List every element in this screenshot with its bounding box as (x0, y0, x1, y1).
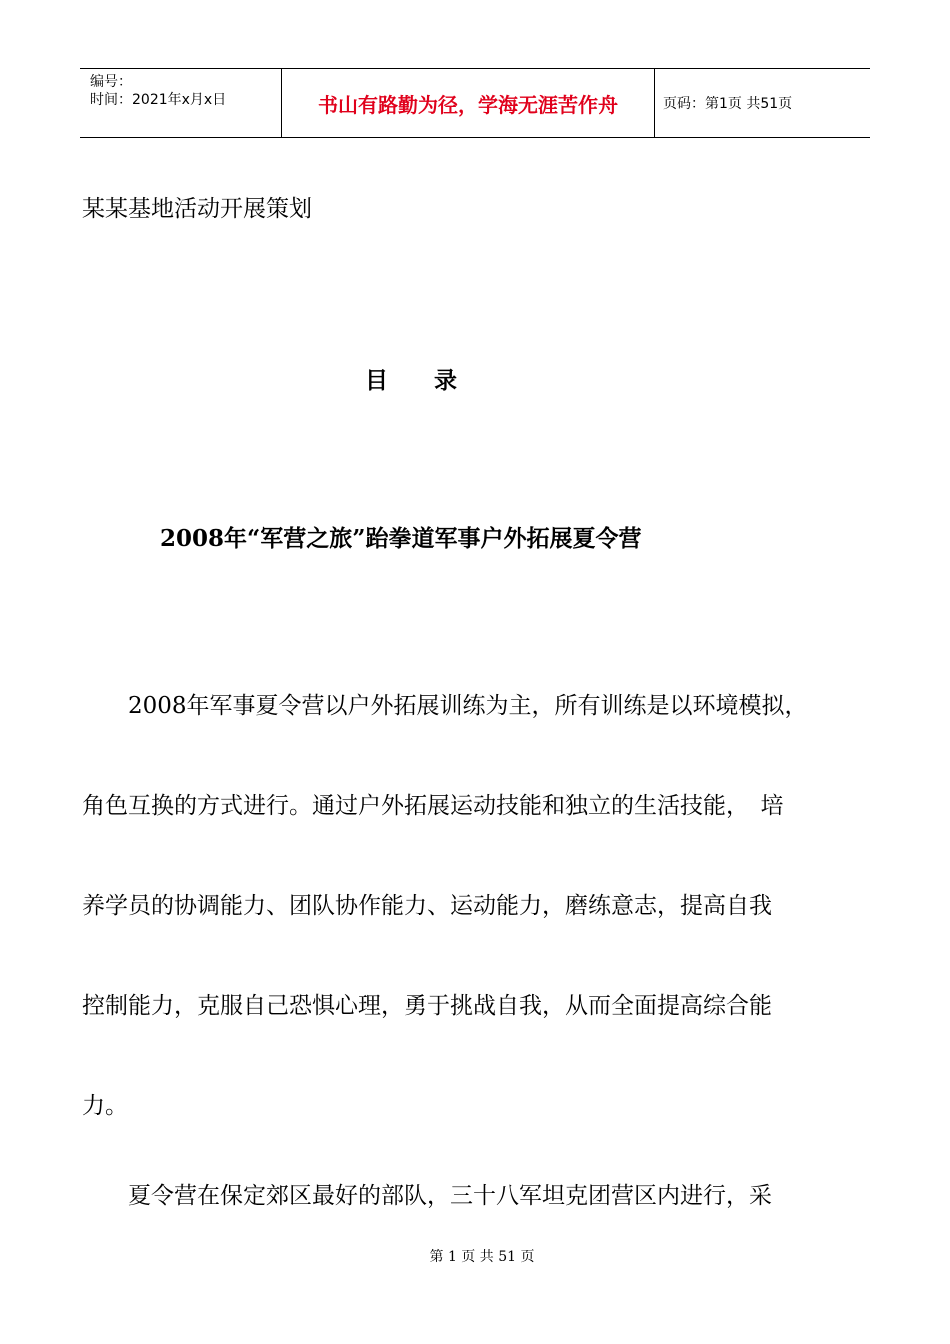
paragraph-line: 控制能力，克服自己恐惧心理，勇于挑战自我，从而全面提高综合能 (82, 993, 772, 1019)
document-title: 某某基地活动开展策划 (82, 196, 312, 222)
paragraph-location (82, 1146, 882, 1246)
paragraph-line: 角色互换的方式进行。通过户外拓展运动技能和独立的生活技能， 培 (82, 793, 784, 819)
paragraph-intro (82, 656, 882, 1156)
header-motto: 书山有路勤为径，学海无涯苦作舟 (281, 69, 655, 137)
toc-heading-char-1: 目 (365, 368, 388, 394)
header-page-info: 页码：第1页 共51页 (663, 96, 793, 112)
paragraph-line: 2008年军事夏令营以户外拓展训练为主，所有训练是以环境模拟， (82, 693, 808, 719)
header-meta (80, 69, 281, 137)
toc-heading-char-2: 录 (434, 368, 457, 394)
toc-heading (365, 362, 457, 395)
paragraph-line: 夏令营在保定郊区最好的部队，三十八军坦克团营区内进行，采 (82, 1183, 772, 1209)
page-header (80, 68, 870, 138)
page-footer: 第 1 页 共 51 页 (429, 1249, 535, 1265)
document-number-label: 编号： (90, 74, 132, 90)
document-date: 时间：2021年x月x日 (90, 92, 227, 108)
section-subtitle: 2008年“军营之旅”跆拳道军事户外拓展夏令营 (160, 525, 642, 552)
paragraph-line: 力。 (82, 1093, 128, 1119)
paragraph-line: 养学员的协调能力、团队协作能力、运动能力，磨练意志，提高自我 (82, 893, 772, 919)
